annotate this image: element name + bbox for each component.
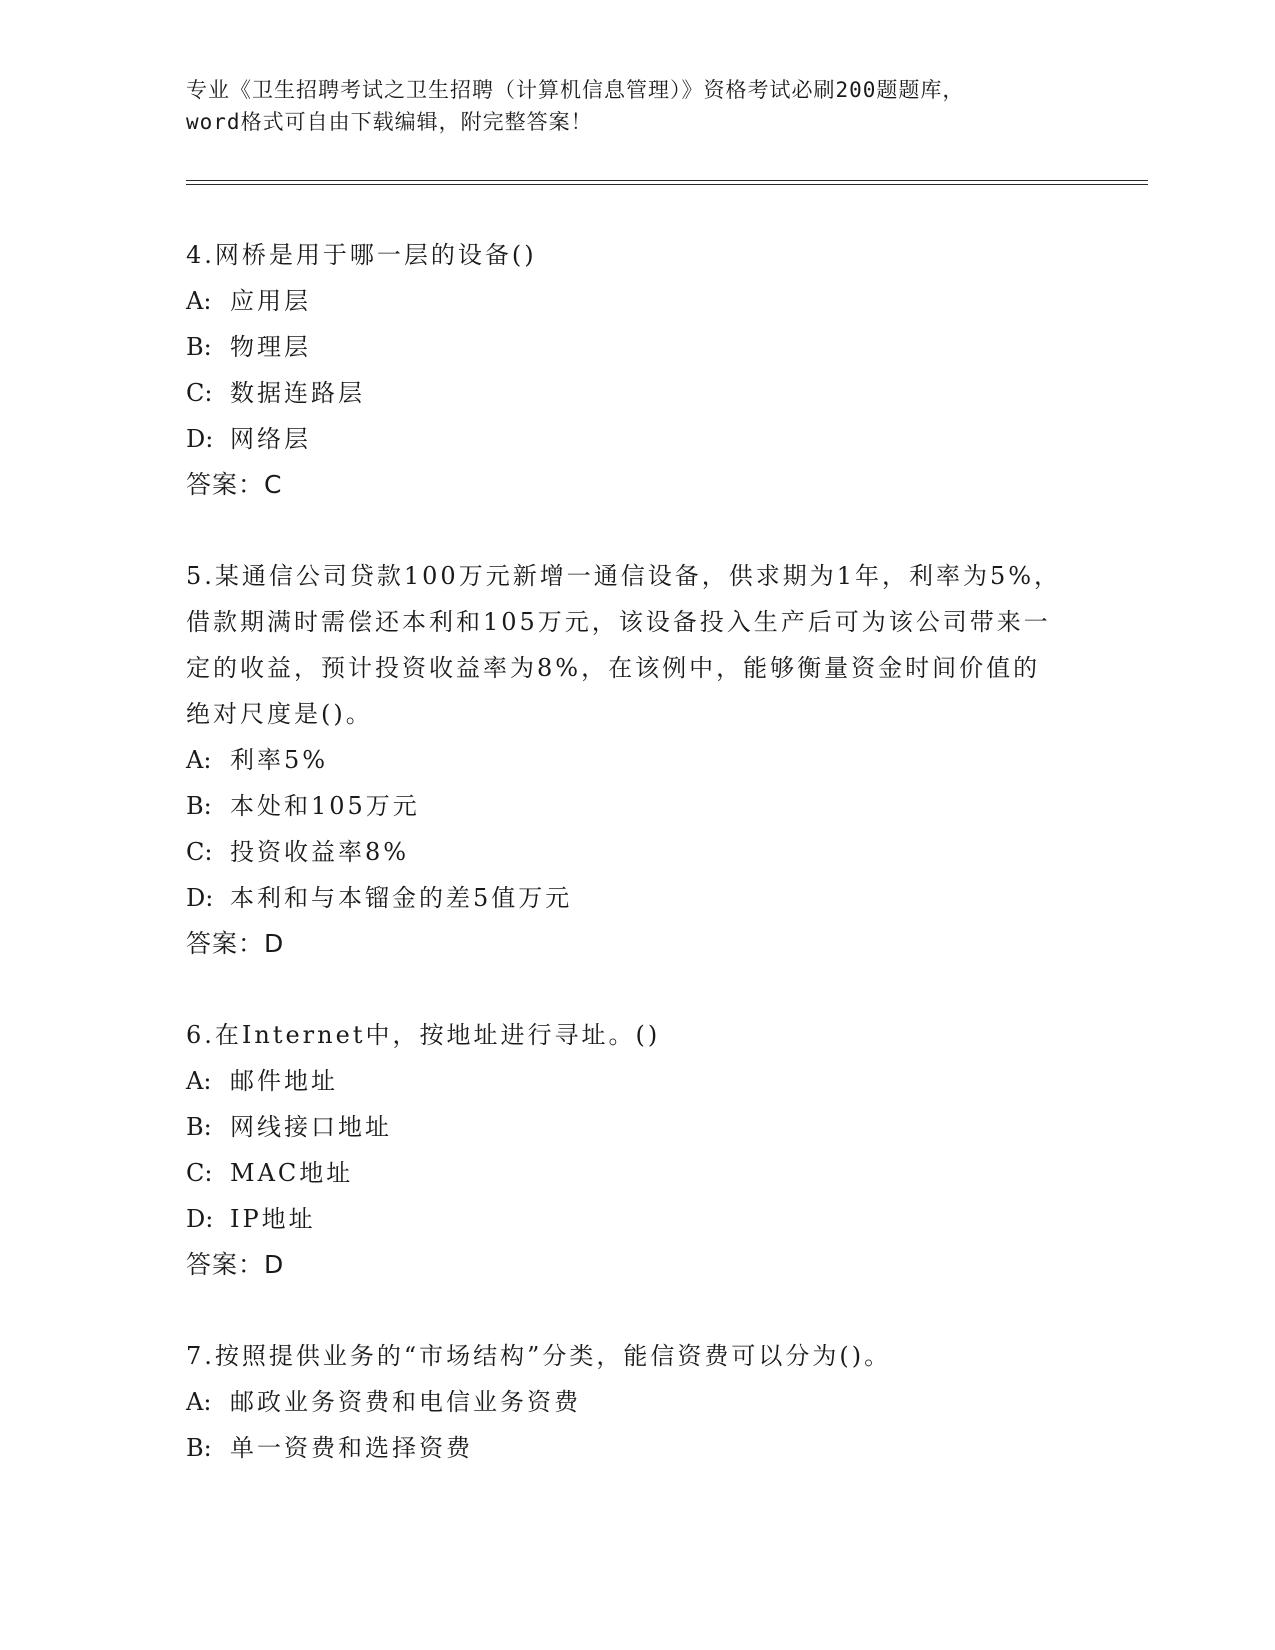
option-a bbox=[186, 278, 1066, 324]
option-text: 邮政业务资费和电信业务资费 bbox=[230, 1388, 581, 1416]
option-d bbox=[186, 416, 1066, 462]
option-b bbox=[186, 1425, 1066, 1471]
question-text: 7.按照提供业务的“市场结构”分类，能信资费可以分为()。 bbox=[186, 1342, 892, 1370]
option-letter: D: bbox=[186, 425, 214, 453]
document-header bbox=[186, 74, 1106, 138]
question-text: 5.某通信公司贷款100万元新增一通信设备，供求期为1年，利率为5%，借款期满时需偿还本利和105万元，该设备投入生产后可为该公司带来一定的收益，预计投资收益率为8%，在该例中，能够衡量资金时间价值的绝对尺度是()。 bbox=[186, 562, 1062, 728]
option-text: 利率5% bbox=[230, 746, 329, 774]
option-b bbox=[186, 1104, 1066, 1150]
option-letter: B: bbox=[186, 1434, 212, 1462]
question-7 bbox=[186, 1333, 1066, 1471]
option-letter: A: bbox=[186, 287, 212, 315]
question-4 bbox=[186, 232, 1066, 508]
header-divider-top bbox=[186, 180, 1148, 181]
option-text: 网线接口地址 bbox=[230, 1113, 392, 1141]
option-letter: B: bbox=[186, 333, 212, 361]
option-b bbox=[186, 783, 1066, 829]
option-letter: C: bbox=[186, 379, 213, 407]
option-c bbox=[186, 370, 1066, 416]
option-text: 邮件地址 bbox=[230, 1067, 338, 1095]
option-letter: C: bbox=[186, 1159, 213, 1187]
option-text: 网络层 bbox=[230, 425, 311, 453]
option-text: 单一资费和选择资费 bbox=[230, 1434, 473, 1462]
option-d bbox=[186, 875, 1066, 921]
option-letter: A: bbox=[186, 1388, 212, 1416]
question-6 bbox=[186, 1012, 1066, 1288]
header-divider-bottom bbox=[186, 184, 1148, 185]
option-text: IP地址 bbox=[230, 1205, 316, 1233]
option-c bbox=[186, 1150, 1066, 1196]
option-letter: A: bbox=[186, 1067, 212, 1095]
option-text: 本利和与本镏金的差5值万元 bbox=[230, 884, 573, 912]
option-text: 数据连路层 bbox=[230, 379, 365, 407]
answer-line: 答案：D bbox=[186, 929, 285, 958]
option-letter: A: bbox=[186, 746, 212, 774]
option-text: 物理层 bbox=[230, 333, 311, 361]
option-letter: B: bbox=[186, 792, 212, 820]
option-text: 应用层 bbox=[230, 287, 311, 315]
question-5 bbox=[186, 553, 1066, 967]
option-letter: D: bbox=[186, 1205, 214, 1233]
question-text: 6.在Internet中，按地址进行寻址。() bbox=[186, 1021, 661, 1049]
option-a bbox=[186, 1379, 1066, 1425]
option-text: MAC地址 bbox=[230, 1159, 354, 1187]
option-letter: D: bbox=[186, 884, 214, 912]
header-line-2: word格式可自由下载编辑，附完整答案！ bbox=[186, 110, 593, 134]
option-letter: C: bbox=[186, 838, 213, 866]
option-d bbox=[186, 1196, 1066, 1242]
answer-line: 答案：D bbox=[186, 1250, 285, 1279]
option-text: 本处和105万元 bbox=[230, 792, 420, 820]
option-a bbox=[186, 737, 1066, 783]
answer-line: 答案：C bbox=[186, 470, 283, 499]
question-text: 4.网桥是用于哪一层的设备() bbox=[186, 241, 537, 269]
header-line-1: 专业《卫生招聘考试之卫生招聘（计算机信息管理）》资格考试必刷200题题库， bbox=[186, 78, 965, 102]
option-letter: B: bbox=[186, 1113, 212, 1141]
option-a bbox=[186, 1058, 1066, 1104]
option-c bbox=[186, 829, 1066, 875]
option-text: 投资收益率8% bbox=[230, 838, 410, 866]
question-list bbox=[186, 232, 1066, 1516]
option-b bbox=[186, 324, 1066, 370]
